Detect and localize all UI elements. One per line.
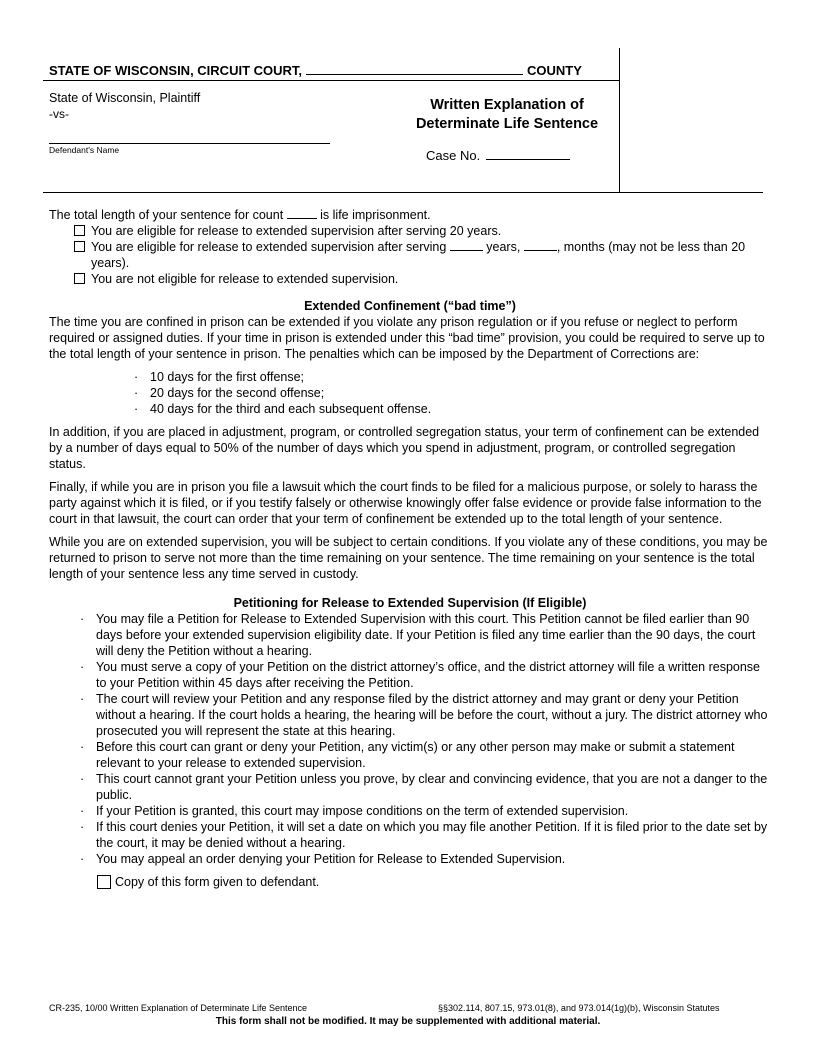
paragraph: Finally, if while you are in prison you file a lawsuit which the court finds to be filed for a malicious purpose, or solely to harass the party against which it is filed, or if you testify falsely or otherwise knowingly offer false evidence or provide false information to the court in that lawsuit, the court can order that your term of confinement be extended up to the total length of your sentence. [49, 480, 762, 526]
paragraph: While you are on extended supervision, you will be subject to certain conditions. If you violate any of these conditions, you may be returned to prison to serve not more than the time remaining on your sentence. The time remaining on your sentence is the total length of your sentence less any time served in custody. [49, 535, 768, 581]
divider [43, 192, 763, 193]
option-not-eligible [49, 271, 771, 287]
option-label: You are not eligible for release to extended supervision. [91, 272, 399, 286]
list-item: · 10 days for the first offense; [49, 369, 771, 385]
list-item: · You may appeal an order denying your Petition for Release to Extended Supervision. [49, 851, 771, 867]
penalty-list [49, 369, 771, 417]
option-eligible-custom-checkbox[interactable] [74, 241, 85, 252]
sentence-intro [49, 207, 771, 223]
option-label: You are eligible for release to extended supervision after serving [91, 240, 447, 254]
copy-given-label: Copy of this form given to defendant. [115, 875, 320, 889]
case-number-field[interactable] [486, 147, 570, 160]
title-line-2: Determinate Life Sentence [415, 116, 599, 132]
list-item: · The court will review your Petition and any response filed by the district attorney and may grant or deny your Petition without a hearing. If the court holds a hearing, the hearing will be before the court, without a jury. The district attorney who prosecuted you will represent the state at this hearing. [49, 691, 771, 739]
intro-post: is life imprisonment. [320, 208, 431, 222]
county-blank[interactable] [306, 62, 523, 75]
list-item: · 40 days for the third and each subsequent offense. [49, 401, 771, 417]
title-line-1: Written Explanation of [430, 97, 584, 113]
statutes: §§302.114, 807.15, 973.01(8), and 973.014(1g)(b), Wisconsin Statutes [438, 1003, 720, 1013]
petition-list [49, 611, 771, 867]
option-eligible-20-years-checkbox[interactable] [74, 225, 85, 236]
option-label: , months (may not be less than 20 years). [91, 240, 746, 270]
county-label: COUNTY [527, 63, 582, 78]
court-label: STATE OF WISCONSIN, CIRCUIT COURT, [49, 63, 303, 78]
option-not-eligible-checkbox[interactable] [74, 273, 85, 284]
form-title [394, 96, 620, 134]
option-eligible-custom [49, 239, 771, 271]
case-number [426, 147, 570, 164]
years-blank[interactable] [450, 239, 483, 251]
list-item: · You may file a Petition for Release to Extended Supervision with this court. This Petition cannot be filed earlier than 90 days before your extended supervision eligibility date. If your Petition is filed any time earlier than the 90 days, the court will deny the Petition without a hearing. [49, 611, 771, 659]
defendant-name-label: Defendant's Name [49, 145, 120, 155]
case-number-label: Case No. [426, 148, 481, 163]
paragraph: The time you are confined in prison can be extended if you violate any prison regulation or if you refuse or neglect to perform required or assigned duties. If your time in prison is extended under this “bad time” provision, you could be required to serve up to the total length of your sentence in prison. The penalties which can be imposed by the Department of Corrections are: [49, 315, 765, 361]
option-eligible-20-years [49, 223, 771, 239]
option-label: years, [486, 240, 521, 254]
modification-notice: This form shall not be modified. It may be supplemented with additional material. [215, 1016, 601, 1027]
divider [43, 80, 619, 81]
paragraph: In addition, if you are placed in adjustment, program, or controlled segregation status, your term of confinement can be extended by a number of days equal to 50% of the number of days which you spend in adjustment, program, or controlled segregation status. [49, 425, 760, 471]
form-id: CR-235, 10/00 Written Explanation of Determinate Life Sentence [49, 1003, 307, 1013]
section-heading-extended-confinement: Extended Confinement (“bad time”) [304, 299, 516, 313]
versus-label: -vs- [49, 107, 69, 121]
list-item: · Before this court can grant or deny your Petition, any victim(s) or any other person may make or submit a statement relevant to your release to extended supervision. [49, 739, 771, 771]
court-caption [49, 62, 582, 79]
list-item: · If this court denies your Petition, it will set a date on which you may file another Petition. If it is filed prior to the date set by the court, it may be denied without a hearing. [49, 819, 771, 851]
copy-given-checkbox[interactable] [97, 875, 111, 889]
plaintiff-label: State of Wisconsin, Plaintiff [49, 91, 201, 105]
list-item: · If your Petition is granted, this court may impose conditions on the term of extended supervision. [49, 803, 771, 819]
form-body [49, 207, 771, 890]
list-item: · You must serve a copy of your Petition on the district attorney’s office, and the district attorney will file a written response to your Petition within 45 days after receiving the Petition. [49, 659, 771, 691]
list-item: · 20 days for the second offense; [49, 385, 771, 401]
option-label: You are eligible for release to extended supervision after serving 20 years. [91, 224, 502, 238]
count-blank[interactable] [287, 207, 317, 219]
section-heading-petitioning: Petitioning for Release to Extended Supervision (If Eligible) [233, 596, 587, 610]
defendant-name-field[interactable] [49, 143, 330, 144]
months-blank[interactable] [524, 239, 557, 251]
list-item: · This court cannot grant your Petition unless you prove, by clear and convincing evidence, that you are not a danger to the public. [49, 771, 771, 803]
copy-given-row [49, 874, 771, 890]
intro-pre: The total length of your sentence for count [49, 208, 284, 222]
